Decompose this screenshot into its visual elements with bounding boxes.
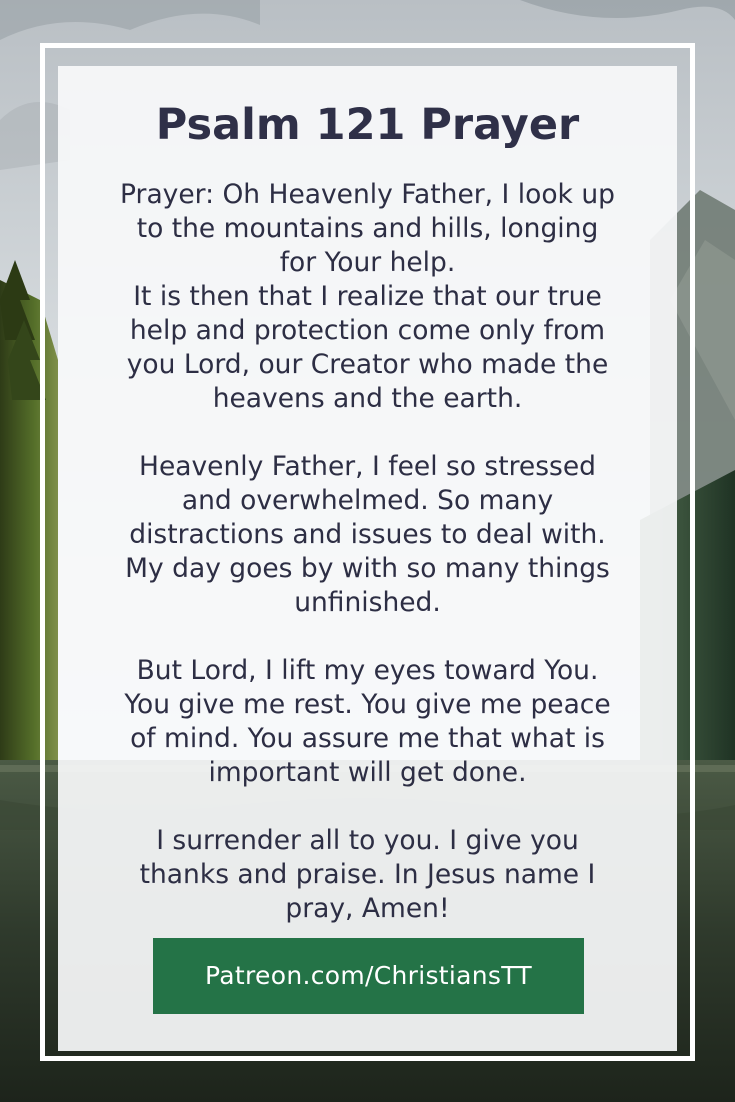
prayer-text: [72, 178, 663, 926]
text-line: you Lord, our Creator who made the: [126, 349, 609, 380]
text-line: Heavenly Father, I feel so stressed: [139, 451, 596, 482]
text-line: distractions and issues to deal with.: [129, 519, 606, 550]
text-line: of mind. You assure me that what is: [130, 723, 605, 754]
text-line: heavens and the earth.: [212, 383, 523, 414]
text-line: Prayer: Oh Heavenly Father, I look up: [120, 179, 615, 210]
prayer-paragraph-3: [72, 654, 663, 790]
text-line: for Your help.: [279, 247, 456, 278]
text-line: unfinished.: [294, 587, 441, 618]
prayer-paragraph-2: [72, 450, 663, 620]
text-line: I surrender all to you. I give you: [156, 825, 579, 856]
prayer-paragraph-1: [72, 178, 663, 416]
text-line: pray, Amen!: [285, 893, 450, 924]
prayer-paragraph-4: [72, 824, 663, 926]
text-line: But Lord, I lift my eyes toward You.: [136, 655, 599, 686]
text-line: It is then that I realize that our true: [133, 281, 602, 312]
text-line: help and protection come only from: [129, 315, 606, 346]
text-line: You give me rest. You give me peace: [124, 689, 611, 720]
page-title: Psalm 121 Prayer: [155, 100, 580, 150]
text-line: and overwhelmed. So many: [181, 485, 554, 516]
text-line: to the mountains and hills, longing: [136, 213, 599, 244]
text-line: important will get done.: [208, 757, 527, 788]
text-line: thanks and praise. In Jesus name I: [139, 859, 596, 890]
text-line: My day goes by with so many things: [125, 553, 610, 584]
patreon-link-button[interactable]: Patreon.com/ChristiansTT: [153, 938, 584, 1014]
